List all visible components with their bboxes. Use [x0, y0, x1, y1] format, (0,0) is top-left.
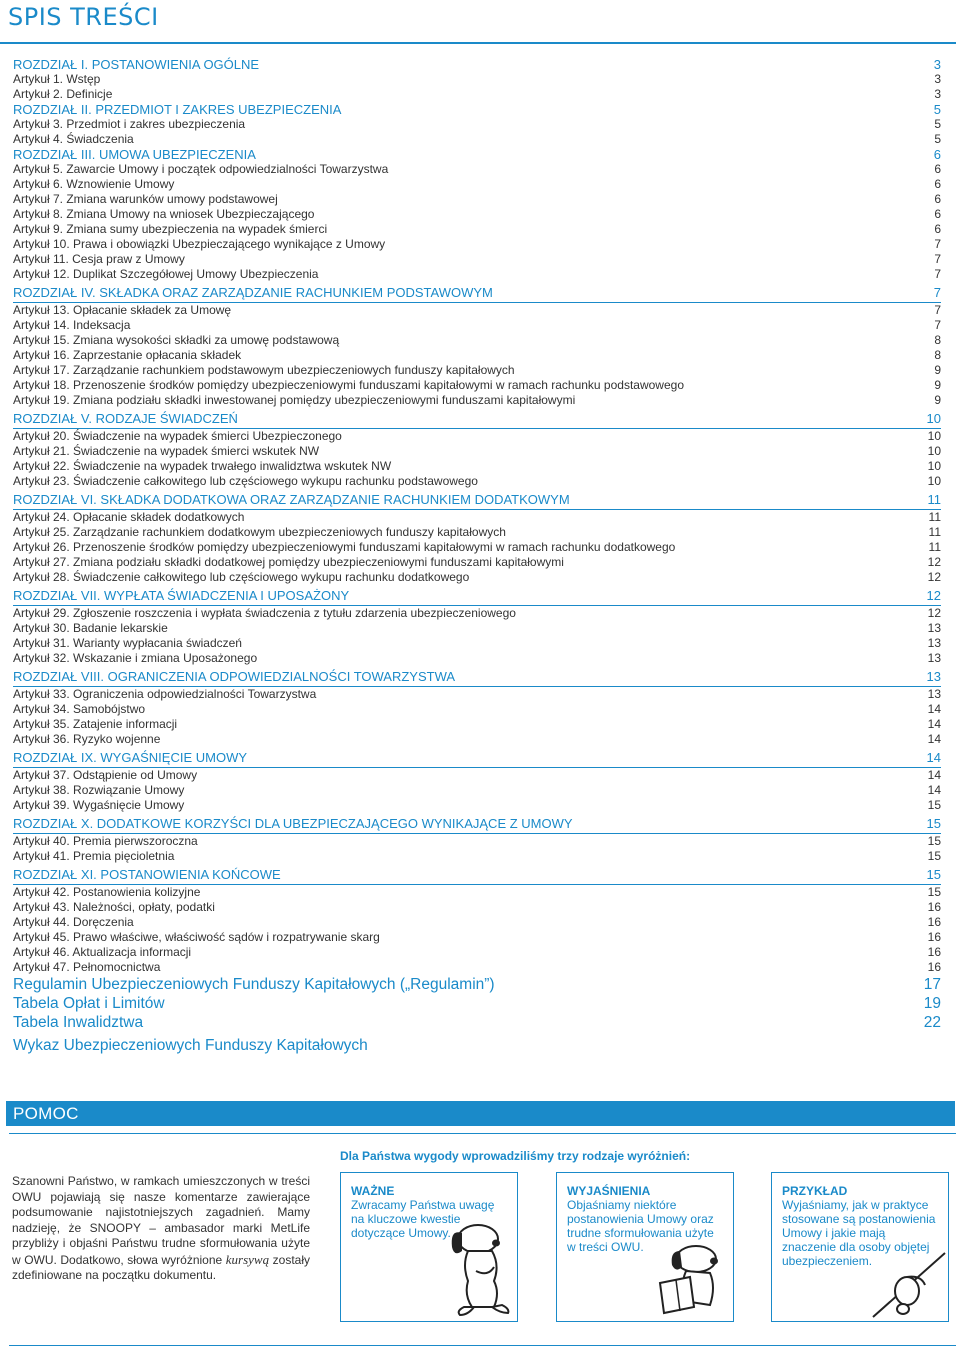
- toc-entry-title: Artykuł 15. Zmiana wysokości składki za umowę podstawową: [13, 333, 340, 347]
- toc-page-number: 14: [927, 702, 941, 716]
- toc-entry-title: ROZDZIAŁ II. PRZEDMIOT I ZAKRES UBEZPIECZENIA: [13, 102, 342, 117]
- toc-entry-title: Artykuł 24. Opłacanie składek dodatkowych: [13, 510, 245, 524]
- toc-chapter-row: [13, 410, 941, 429]
- toc-entry-title: Artykuł 27. Zmiana podziału składki dodatkowej pomiędzy ubezpieczeniowymi funduszami kapitałowymi: [13, 555, 564, 569]
- toc-page-number: 10: [927, 429, 941, 443]
- toc-article-row: [13, 945, 941, 960]
- toc-article-row: [13, 363, 941, 378]
- toc-article-row: [13, 378, 941, 393]
- toc-page-number: 16: [927, 960, 941, 974]
- toc-article-row: [13, 621, 941, 636]
- toc-page-number: 13: [926, 669, 941, 684]
- toc-page-number: 15: [927, 885, 941, 899]
- toc-page-number: 10: [927, 459, 941, 473]
- page-title: SPIS TREŚCI: [8, 3, 159, 31]
- toc-entry-title: Artykuł 2. Definicje: [13, 87, 113, 101]
- toc-article-row: [13, 783, 941, 798]
- toc-page-number: 17: [923, 976, 941, 993]
- toc-entry-title: Artykuł 12. Duplikat Szczegółowej Umowy Ubezpieczenia: [13, 267, 319, 281]
- toc-article-row: [13, 303, 941, 318]
- toc-article-row: [13, 525, 941, 540]
- toc-article-row: [13, 732, 941, 747]
- toc-page-number: 14: [926, 750, 941, 765]
- toc-article-row: [13, 834, 941, 849]
- toc-page-number: 11: [928, 510, 941, 524]
- toc-entry-title: Regulamin Ubezpieczeniowych Funduszy Kapitałowych („Regulamin”): [13, 976, 495, 993]
- toc-entry-title: Artykuł 45. Prawo właściwe, właściwość sądów i rozpatrywanie skarg: [13, 930, 380, 944]
- toc-entry-title: Artykuł 9. Zmiana sumy ubezpieczenia na wypadek śmierci: [13, 222, 328, 236]
- toc-article-row: [13, 318, 941, 333]
- toc-entry-title: Artykuł 33. Ograniczenia odpowiedzialności Towarzystwa: [13, 687, 317, 701]
- toc-entry-title: Artykuł 31. Warianty wypłacania świadczeń: [13, 636, 242, 650]
- highlight-types-header: Dla Państwa wygody wprowadziliśmy trzy rodzaje wyróżnień:: [340, 1149, 691, 1163]
- toc-page-number: 7: [934, 318, 941, 332]
- toc-entry-title: Artykuł 19. Zmiana podziału składki inwestowanej pomiędzy ubezpieczeniowymi funduszami kapitałowymi: [13, 393, 576, 407]
- toc-page-number: 5: [934, 132, 941, 146]
- toc-page-number: 6: [933, 147, 941, 162]
- toc-section-row: [13, 975, 941, 994]
- toc-chapter-row: [13, 147, 941, 162]
- toc-page-number: 5: [933, 102, 941, 117]
- toc-article-row: [13, 132, 941, 147]
- toc-entry-title: Artykuł 41. Premia pięcioletnia: [13, 849, 175, 863]
- toc-entry-title: Artykuł 20. Świadczenie na wypadek śmierci Ubezpieczonego: [13, 429, 342, 443]
- toc-page-number: 12: [927, 570, 941, 584]
- toc-page-number: 15: [926, 816, 941, 831]
- toc-page-number: 13: [927, 687, 941, 701]
- toc-page-number: 10: [927, 444, 941, 458]
- toc-section-row: [13, 1013, 941, 1032]
- toc-chapter-row: [13, 102, 941, 117]
- toc-article-row: [13, 267, 941, 282]
- toc-article-row: [13, 930, 941, 945]
- toc-article-row: [13, 117, 941, 132]
- toc-article-row: [13, 459, 941, 474]
- toc-article-row: [13, 849, 941, 864]
- toc-entry-title: ROZDZIAŁ VII. WYPŁATA ŚWIADCZENIA I UPOSAŻONY: [13, 588, 350, 603]
- toc-article-row: [13, 192, 941, 207]
- toc-article-row: [13, 717, 941, 732]
- toc-page-number: 22: [923, 1014, 941, 1031]
- toc-entry-title: Artykuł 26. Przenoszenie środków pomiędzy ubezpieczeniowymi funduszami kapitałowymi w ramach rachunku dodatkowego: [13, 540, 676, 554]
- card-wyjasnienia: [556, 1172, 734, 1322]
- card-przyklad-text: Wyjaśniamy, jak w praktyce stosowane są postanowienia Umowy i jakie mają znaczenie dla osoby objętej ubezpieczeniem.: [782, 1198, 936, 1268]
- toc-page-number: 14: [927, 732, 941, 746]
- toc-entry-title: Artykuł 46. Aktualizacja informacji: [13, 945, 192, 959]
- toc-entry-title: Artykuł 11. Cesja praw z Umowy: [13, 252, 185, 266]
- pomoc-banner: [6, 1101, 955, 1126]
- toc-page-number: 11: [927, 492, 941, 507]
- toc-chapter-row: [13, 57, 941, 72]
- toc-entry-title: Artykuł 36. Ryzyko wojenne: [13, 732, 161, 746]
- toc-page-number: 7: [934, 237, 941, 251]
- toc-page-number: 16: [927, 900, 941, 914]
- toc-page-number: 14: [927, 768, 941, 782]
- toc-page-number: 8: [934, 333, 941, 347]
- card-przyklad-title: PRZYKŁAD: [782, 1184, 848, 1198]
- toc-entry-title: Artykuł 10. Prawa i obowiązki Ubezpieczającego wynikające z Umowy: [13, 237, 386, 251]
- toc-page-number: 16: [927, 945, 941, 959]
- toc-entry-title: Artykuł 5. Zawarcie Umowy i początek odpowiedzialności Towarzystwa: [13, 162, 389, 176]
- toc-page-number: 6: [934, 192, 941, 206]
- toc-chapter-row: [13, 587, 941, 606]
- toc-page-number: 6: [934, 177, 941, 191]
- toc-entry-title: Artykuł 18. Przenoszenie środków pomiędzy ubezpieczeniowymi funduszami kapitałowymi w ramach rachunku podstawowego: [13, 378, 684, 392]
- toc-entry-title: Artykuł 28. Świadczenie całkowitego lub częściowego wykupu rachunku dodatkowego: [13, 570, 470, 584]
- toc-page-number: 13: [927, 636, 941, 650]
- toc-page-number: 13: [927, 651, 941, 665]
- toc-page-number: 7: [933, 285, 941, 300]
- toc-entry-title: Tabela Opłat i Limitów: [13, 995, 165, 1012]
- toc-page-number: 16: [927, 930, 941, 944]
- toc-section-row: [13, 994, 941, 1013]
- toc-article-row: [13, 687, 941, 702]
- toc-page-number: 13: [927, 621, 941, 635]
- toc-entry-title: Artykuł 6. Wznowienie Umowy: [13, 177, 175, 191]
- card-wazne: [340, 1172, 518, 1322]
- toc-entry-title: Artykuł 23. Świadczenie całkowitego lub częściowego wykupu rachunku podstawowego: [13, 474, 478, 488]
- toc-entry-title: ROZDZIAŁ III. UMOWA UBEZPIECZENIA: [13, 147, 256, 162]
- toc-article-row: [13, 798, 941, 813]
- toc-section-row: [13, 1036, 941, 1055]
- toc-article-row: [13, 207, 941, 222]
- toc-entry-title: Artykuł 39. Wygaśnięcie Umowy: [13, 798, 185, 812]
- toc-entry-title: Artykuł 1. Wstęp: [13, 72, 101, 86]
- toc-entry-title: ROZDZIAŁ XI. POSTANOWIENIA KOŃCOWE: [13, 867, 281, 882]
- toc-article-row: [13, 702, 941, 717]
- toc-entry-title: ROZDZIAŁ X. DODATKOWE KORZYŚCI DLA UBEZPIECZAJĄCEGO WYNIKAJĄCE Z UMOWY: [13, 816, 573, 831]
- toc-article-row: [13, 177, 941, 192]
- toc-page-number: 3: [934, 87, 941, 101]
- toc-entry-title: Artykuł 16. Zaprzestanie opłacania składek: [13, 348, 242, 362]
- toc-page-number: 16: [927, 915, 941, 929]
- toc-page-number: 8: [934, 348, 941, 362]
- toc-page-number: 5: [934, 117, 941, 131]
- toc-article-row: [13, 915, 941, 930]
- help-intro-text: [12, 1174, 310, 1284]
- toc-entry-title: Artykuł 38. Rozwiązanie Umowy: [13, 783, 185, 797]
- toc-article-row: [13, 237, 941, 252]
- toc-page-number: 12: [927, 606, 941, 620]
- toc-page-number: 7: [934, 267, 941, 281]
- toc-article-row: [13, 444, 941, 459]
- toc-entry-title: Artykuł 47. Pełnomocnictwa: [13, 960, 161, 974]
- toc-article-row: [13, 429, 941, 444]
- toc-page-number: 7: [934, 303, 941, 317]
- toc-entry-title: Artykuł 42. Postanowienia kolizyjne: [13, 885, 201, 899]
- toc-article-row: [13, 87, 941, 102]
- toc-article-row: [13, 252, 941, 267]
- toc-article-row: [13, 885, 941, 900]
- toc-article-row: [13, 636, 941, 651]
- toc-page-number: 10: [927, 474, 941, 488]
- toc-article-row: [13, 474, 941, 489]
- toc-page-number: 15: [926, 867, 941, 882]
- toc-page-number: 7: [934, 252, 941, 266]
- toc-entry-title: Artykuł 43. Należności, opłaty, podatki: [13, 900, 215, 914]
- snoopy-thinking-icon: [436, 1221, 516, 1321]
- toc-article-row: [13, 72, 941, 87]
- toc-page-number: 9: [934, 363, 941, 377]
- toc-chapter-row: [13, 866, 941, 885]
- toc-entry-title: Artykuł 30. Badanie lekarskie: [13, 621, 168, 635]
- toc-entry-title: ROZDZIAŁ V. RODZAJE ŚWIADCZEŃ: [13, 411, 238, 426]
- toc-page-number: 12: [926, 588, 941, 603]
- toc-entry-title: ROZDZIAŁ IX. WYGAŚNIĘCIE UMOWY: [13, 750, 248, 765]
- toc-article-row: [13, 768, 941, 783]
- toc-entry-title: Artykuł 40. Premia pierwszoroczna: [13, 834, 198, 848]
- toc-entry-title: Artykuł 4. Świadczenia: [13, 132, 134, 146]
- toc-entry-title: Artykuł 17. Zarządzanie rachunkiem podstawowym ubezpieczeniowych funduszy kapitałowych: [13, 363, 515, 377]
- intro-text-end: zostały zdefiniowane na początku dokumentu.: [12, 1252, 310, 1282]
- toc-chapter-row: [13, 284, 941, 303]
- toc-entry-title: ROZDZIAŁ VI. SKŁADKA DODATKOWA ORAZ ZARZĄDZANIE RACHUNKIEM DODATKOWYM: [13, 492, 570, 507]
- toc-entry-title: Artykuł 32. Wskazanie i zmiana Uposażonego: [13, 651, 258, 665]
- toc-entry-title: Artykuł 3. Przedmiot i zakres ubezpieczenia: [13, 117, 246, 131]
- pomoc-title: POMOC: [13, 1104, 79, 1123]
- toc-page-number: 15: [927, 849, 941, 863]
- toc-page-number: 6: [934, 162, 941, 176]
- toc-chapter-row: [13, 815, 941, 834]
- toc-page-number: 19: [923, 995, 941, 1012]
- toc-page-number: 9: [934, 393, 941, 407]
- toc-chapter-row: [13, 491, 941, 510]
- toc-article-row: [13, 393, 941, 408]
- toc-article-row: [13, 510, 941, 525]
- toc-entry-title: Artykuł 34. Samobójstwo: [13, 702, 146, 716]
- toc-chapter-row: [13, 668, 941, 687]
- card-przyklad: [771, 1172, 949, 1322]
- toc-article-row: [13, 222, 941, 237]
- toc-article-row: [13, 900, 941, 915]
- snoopy-reading-icon: [652, 1243, 732, 1321]
- toc-article-row: [13, 333, 941, 348]
- toc-page-number: 15: [927, 834, 941, 848]
- intro-text-part: Szanowni Państwo, w ramkach umieszczonych w treści OWU pojawiają się nasze komentarze zawierające podsumowanie najistotniejszych zagadnień. Mamy nadzieję, że SNOOPY – ambasador marki MetLife przybliży i objaśni Państwu trudne sformułowania użyte w OWU. Dodatkowo, słowa wyróżnione: [12, 1174, 310, 1267]
- card-wazne-title: WAŻNE: [351, 1184, 395, 1198]
- toc-entry-title: Artykuł 21. Świadczenie na wypadek śmierci wskutek NW: [13, 444, 320, 458]
- toc-page-number: 6: [934, 222, 941, 236]
- card-wyjasnienia-text: Objaśniamy niektóre postanowienia Umowy oraz trudne sformułowania użyte w treści OWU.: [567, 1198, 714, 1254]
- toc-article-row: [13, 540, 941, 555]
- toc-entry-title: Artykuł 44. Doręczenia: [13, 915, 134, 929]
- toc-entry-title: Artykuł 37. Odstąpienie od Umowy: [13, 768, 198, 782]
- card-wazne-text: Zwracamy Państwa uwagę na kluczowe kwestie dotyczące Umowy.: [351, 1198, 495, 1240]
- toc-entry-title: Tabela Inwalidztwa: [13, 1014, 144, 1031]
- toc-page-number: 6: [934, 207, 941, 221]
- toc-entry-title: Artykuł 8. Zmiana Umowy na wniosek Ubezpieczającego: [13, 207, 315, 221]
- table-of-contents: [13, 57, 941, 1055]
- snoopy-pointer-icon: [867, 1251, 947, 1321]
- toc-article-row: [13, 651, 941, 666]
- toc-article-row: [13, 348, 941, 363]
- toc-page-number: 3: [934, 72, 941, 86]
- toc-article-row: [13, 570, 941, 585]
- toc-page-number: 15: [927, 798, 941, 812]
- toc-article-row: [13, 162, 941, 177]
- toc-article-row: [13, 555, 941, 570]
- toc-page-number: 9: [934, 378, 941, 392]
- toc-entry-title: ROZDZIAŁ I. POSTANOWIENIA OGÓLNE: [13, 57, 260, 72]
- toc-article-row: [13, 960, 941, 975]
- toc-entry-title: Artykuł 25. Zarządzanie rachunkiem dodatkowym ubezpieczeniowych funduszy kapitałowych: [13, 525, 506, 539]
- toc-entry-title: Artykuł 14. Indeksacja: [13, 318, 131, 332]
- toc-entry-title: ROZDZIAŁ IV. SKŁADKA ORAZ ZARZĄDZANIE RACHUNKIEM PODSTAWOWYM: [13, 285, 493, 300]
- toc-entry-title: Wykaz Ubezpieczeniowych Funduszy Kapitałowych: [13, 1037, 368, 1054]
- toc-page-number: 12: [927, 555, 941, 569]
- toc-entry-title: Artykuł 13. Opłacanie składek za Umowę: [13, 303, 232, 317]
- toc-entry-title: Artykuł 29. Zgłoszenie roszczenia i wypłata świadczenia z tytułu zdarzenia ubezpieczeniowego: [13, 606, 516, 620]
- toc-entry-title: Artykuł 35. Zatajenie informacji: [13, 717, 178, 731]
- card-wyjasnienia-title: WYJAŚNIENIA: [567, 1184, 651, 1198]
- toc-entry-title: Artykuł 22. Świadczenie na wypadek trwałego inwalidztwa wskutek NW: [13, 459, 392, 473]
- toc-page-number: 10: [926, 411, 941, 426]
- toc-page-number: 11: [928, 540, 941, 554]
- toc-entry-title: Artykuł 7. Zmiana warunków umowy podstawowej: [13, 192, 278, 206]
- title-divider: [0, 42, 956, 44]
- toc-page-number: 14: [927, 783, 941, 797]
- toc-article-row: [13, 606, 941, 621]
- toc-page-number: 11: [928, 525, 941, 539]
- toc-page-number: 3: [933, 57, 941, 72]
- intro-emphasis: kursywą: [225, 1251, 270, 1267]
- toc-entry-title: ROZDZIAŁ VIII. OGRANICZENIA ODPOWIEDZIALNOŚCI TOWARZYSTWA: [13, 669, 456, 684]
- toc-chapter-row: [13, 749, 941, 768]
- toc-page-number: 14: [927, 717, 941, 731]
